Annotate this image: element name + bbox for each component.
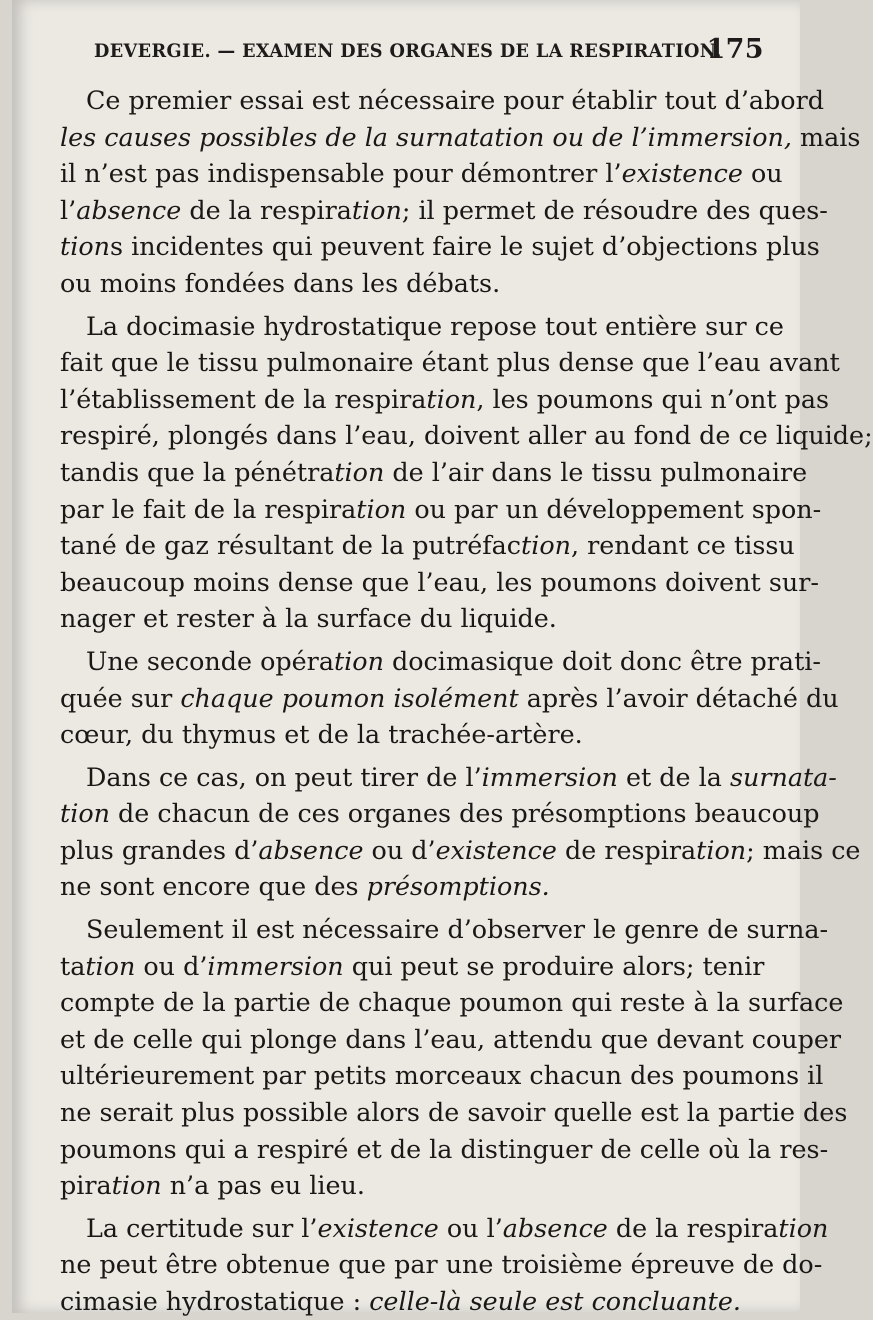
book-page [12,0,873,1316]
paragraph [60,643,839,753]
text-line: tion de chacun de ces organes des présomptions beaucoup [60,798,820,829]
body-text [60,82,873,1320]
text-line: quée sur chaque poumon isolément après l’avoir détaché du [60,682,839,713]
text-line: respiré, plongés dans l’eau, doivent aller au fond de ce liquide; [60,420,873,451]
text-line: ultérieurement par petits morceaux chacun des poumons il [60,1060,824,1091]
paragraph [60,911,848,1204]
text-line: et de celle qui plonge dans l’eau, attendu que devant couper [60,1023,842,1054]
text-line: piration n’a pas eu lieu. [60,1170,365,1201]
text-line: Seulement il est nécessaire d’observer le genre de surna- [86,914,829,945]
text-line: les causes possibles de la surnatation ou de l’immersion, mais [60,121,861,152]
page-header [94,34,764,65]
text-line: tions incidentes qui peuvent faire le sujet d’objections plus [60,231,820,262]
paragraph [60,82,861,302]
text-line: Dans ce cas, on peut tirer de l’immersion et de la surnata- [86,761,837,792]
text-line: poumons qui a respiré et de la distinguer de celle où la res- [60,1133,829,1164]
text-line: nager et rester à la surface du liquide. [60,603,557,634]
text-line: ou moins fondées dans les débats. [60,267,501,298]
text-line: l’établissement de la respiration, les poumons qui n’ont pas [60,383,830,414]
text-line: La docimasie hydrostatique repose tout entière sur ce [86,310,784,341]
paragraph [60,1210,829,1320]
text-line: beaucoup moins dense que l’eau, les poumons doivent sur- [60,566,819,597]
text-line: tation ou d’immersion qui peut se produire alors; tenir [60,950,765,981]
text-line: Une seconde opération docimasique doit donc être prati- [86,645,821,676]
paragraph [60,308,873,637]
text-line: compte de la partie de chaque poumon qui reste à la surface [60,987,844,1018]
text-line: ne peut être obtenue que par une troisième épreuve de do- [60,1249,823,1280]
text-line: tandis que la pénétration de l’air dans le tissu pulmonaire [60,456,808,487]
text-line: cimasie hydrostatique : celle-là seule est concluante. [60,1286,741,1316]
text-line: Ce premier essai est nécessaire pour établir tout d’abord [86,85,824,115]
text-line: plus grandes d’absence ou d’existence de respiration; mais ce [60,834,861,865]
text-line: ne serait plus possible alors de savoir quelle est la partie des [60,1097,848,1128]
page-number: 175 [706,34,764,65]
text-line: cœur, du thymus et de la trachée-artère. [60,719,583,750]
text-line: l’absence de la respiration; il permet de résoudre des ques- [60,194,828,225]
text-line: La certitude sur l’existence ou l’absence de la respiration [86,1212,829,1243]
text-line: tané de gaz résultant de la putréfaction, rendant ce tissu [60,530,795,561]
text-line: ne sont encore que des présomptions. [60,871,550,902]
text-line: fait que le tissu pulmonaire étant plus dense que l’eau avant [60,347,840,378]
paragraph [60,759,861,905]
text-line: par le fait de la respiration ou par un développement spon- [60,493,822,524]
text-line: il n’est pas indispensable pour démontrer l’existence ou [60,158,783,189]
running-title: DEVERGIE. — EXAMEN DES ORGANES DE LA RESPIRATION. [94,40,722,62]
